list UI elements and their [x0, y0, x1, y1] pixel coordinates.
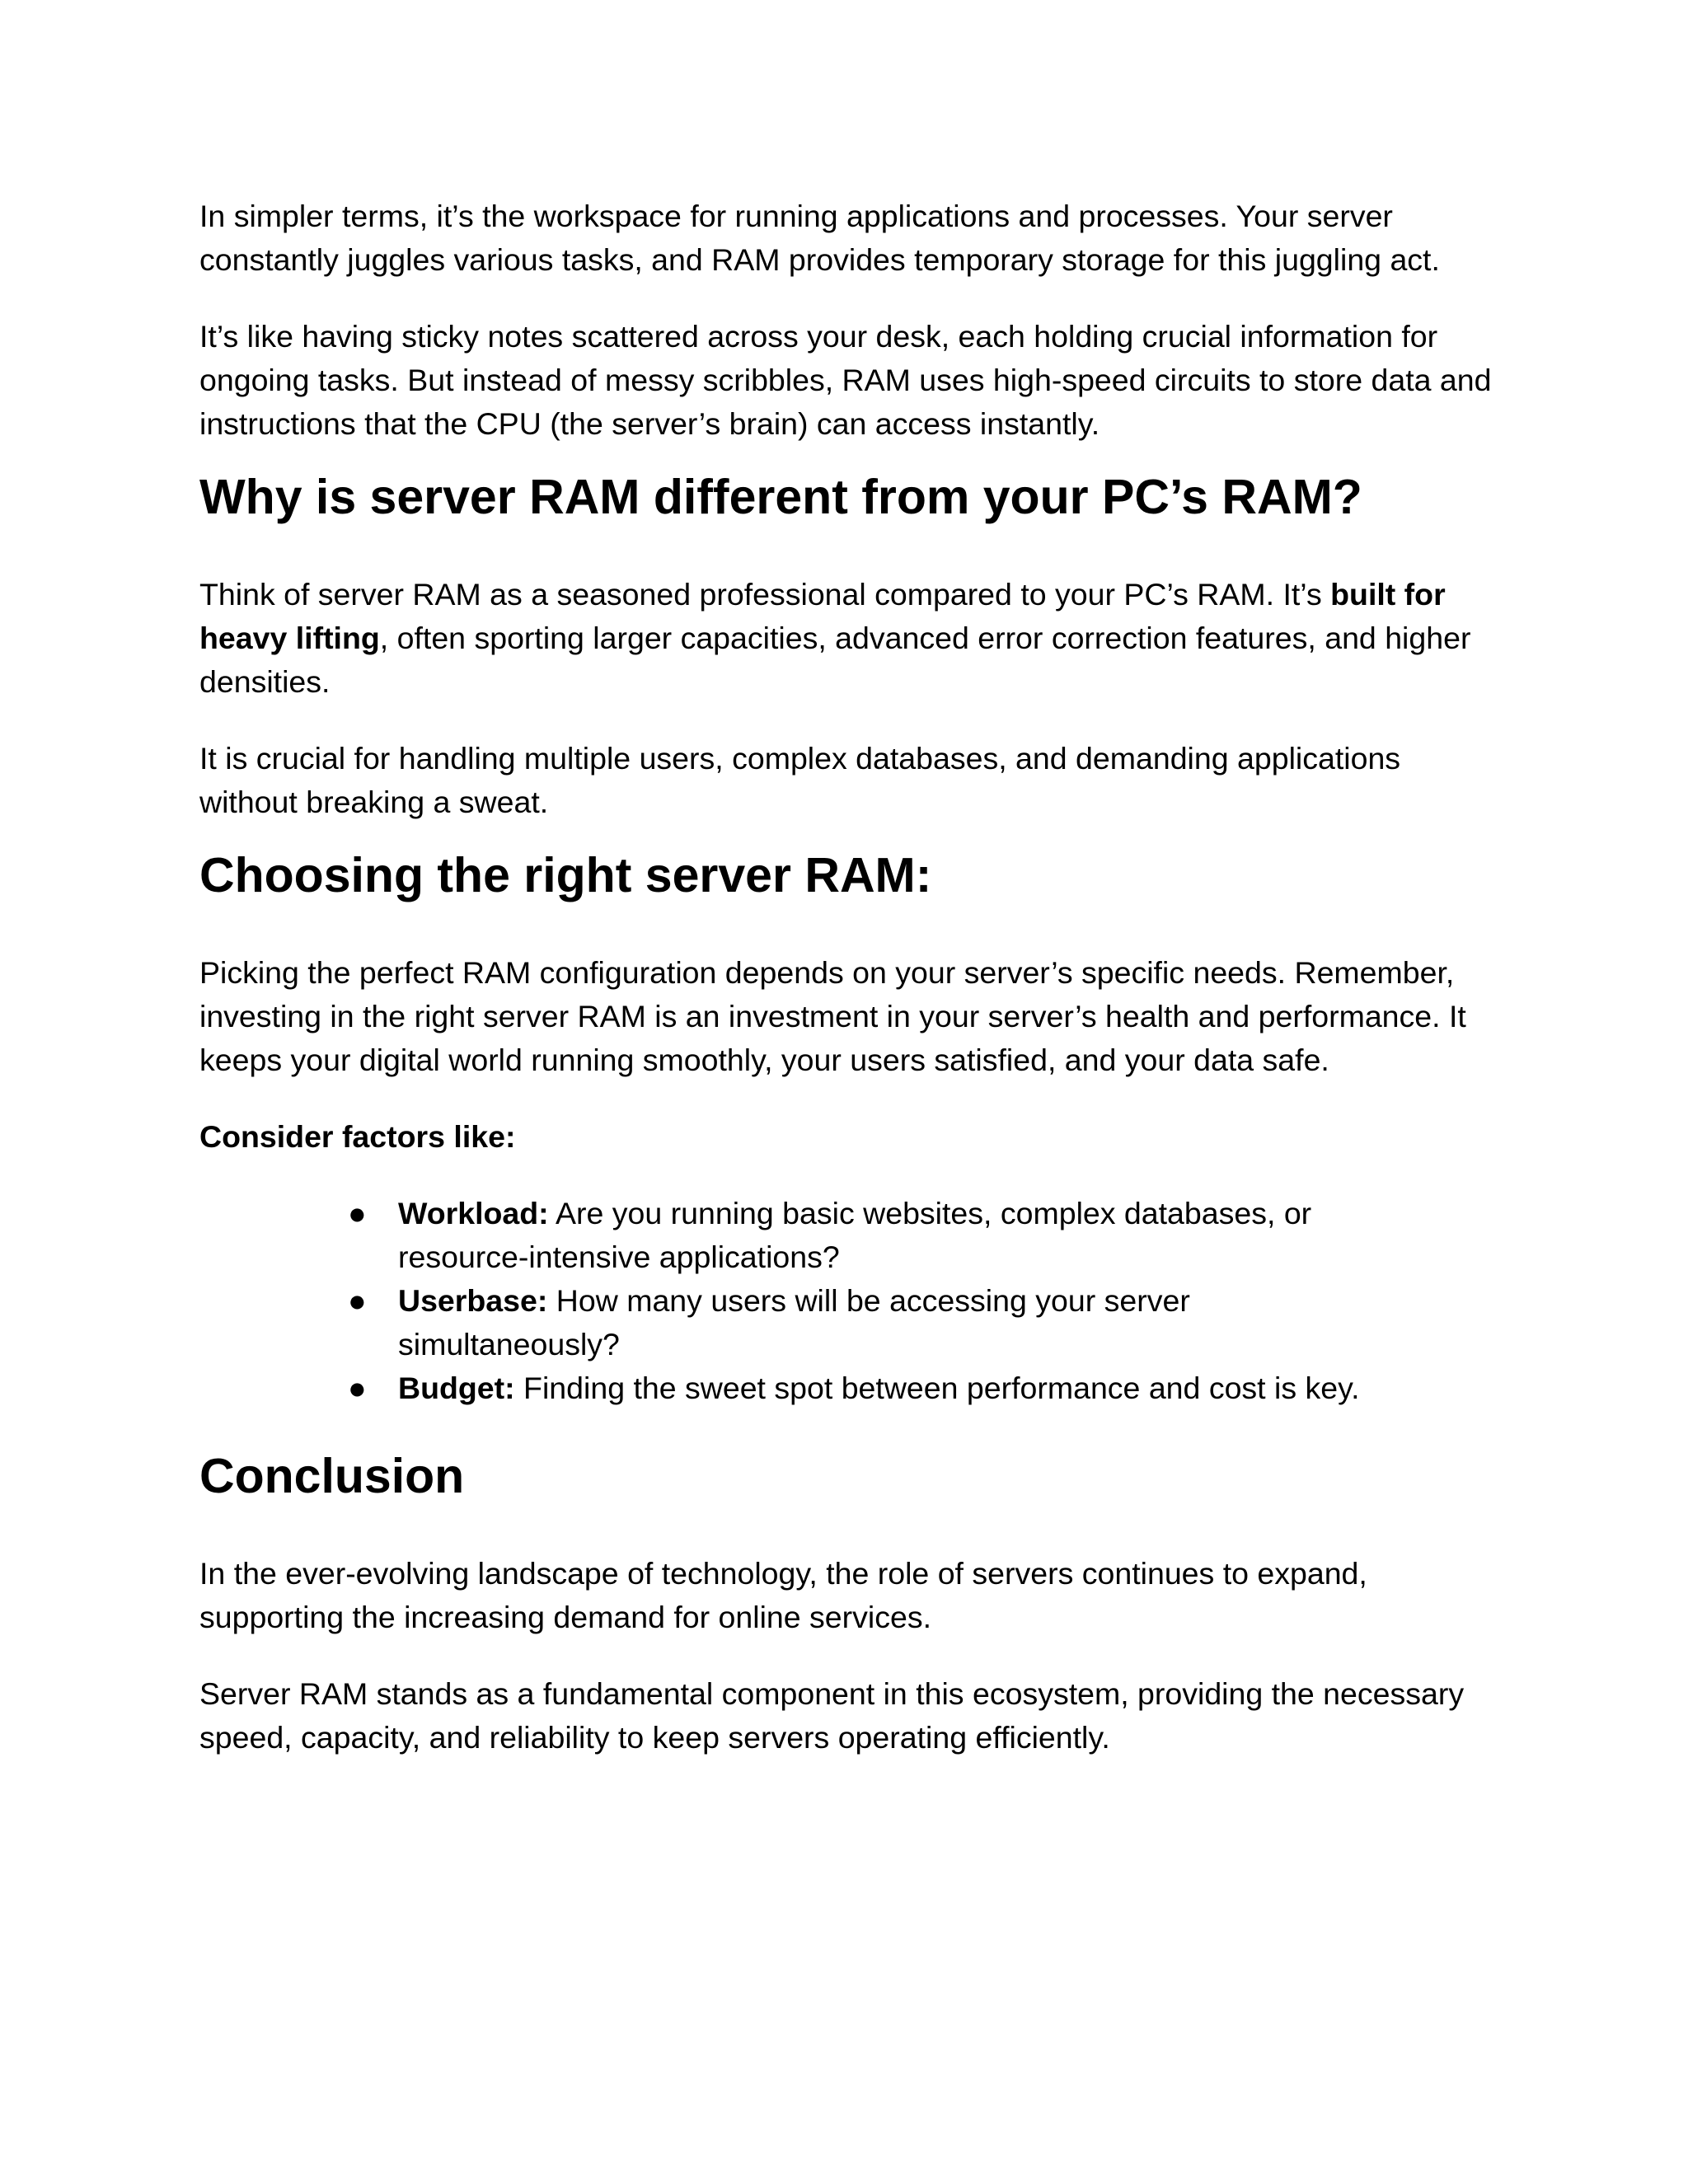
bullet-icon: ●: [348, 1196, 367, 1230]
conclusion-paragraph-2: Server RAM stands as a fundamental component in this ecosystem, providing the necessary speed, capacity, and reliability to keep servers operating efficiently.: [199, 1676, 1465, 1755]
document-page: [199, 194, 1502, 1760]
factor-text: How many users will be accessing your server simultaneously?: [398, 1283, 1190, 1361]
intro-paragraph-2: It’s like having sticky notes scattered across your desk, each holding crucial information for ongoing tasks. But instead of messy scribbles, RAM uses high-speed circuits to store data and instructions that the CPU (the server’s brain) can access instantly.: [199, 319, 1492, 441]
heading-why-server-ram: Why is server RAM different from your PC’s RAM?: [199, 470, 1362, 524]
bullet-icon: ●: [348, 1283, 367, 1318]
factors-label: Consider factors like:: [199, 1119, 516, 1154]
factor-term: Budget:: [398, 1371, 515, 1405]
factor-text: Finding the sweet spot between performance and cost is key.: [514, 1371, 1360, 1405]
why-paragraph-1-bold: built for heavy lifting: [199, 577, 1446, 655]
heading-conclusion: Conclusion: [199, 1449, 465, 1503]
heading-choosing-server-ram: Choosing the right server RAM:: [199, 848, 932, 902]
bullet-icon: ●: [348, 1371, 367, 1405]
why-paragraph-1-end: , often sporting larger capacities, advanced error correction features, and higher densities.: [199, 621, 1471, 699]
choose-paragraph: Picking the perfect RAM configuration depends on your server’s specific needs. Remember, investing in the right server RAM is an investment in your server’s health and performance. It keeps your digital world running smoothly, your users satisfied, and your data safe.: [199, 955, 1466, 1077]
factor-text: Are you running basic websites, complex databases, or resource-intensive applications?: [398, 1196, 1312, 1274]
why-paragraph-2: It is crucial for handling multiple users, complex databases, and demanding applications without breaking a sweat.: [199, 741, 1401, 819]
intro-paragraph-1: In simpler terms, it’s the workspace for running applications and processes. Your server constantly juggles various tasks, and RAM provides temporary storage for this juggling act.: [199, 199, 1440, 277]
conclusion-paragraph-1: In the ever-evolving landscape of technology, the role of servers continues to expand, supporting the increasing demand for online services.: [199, 1556, 1367, 1634]
why-paragraph-1-start: Think of server RAM as a seasoned professional compared to your PC’s RAM. It’s: [199, 577, 1331, 612]
why-paragraph-1: [199, 573, 1502, 704]
factor-item-budget: [348, 1366, 1404, 1410]
factors-list: [199, 1192, 1502, 1410]
factor-term: Userbase:: [398, 1283, 548, 1318]
factor-item-userbase: [348, 1279, 1404, 1366]
factor-term: Workload:: [398, 1196, 549, 1230]
factor-item-workload: [348, 1192, 1404, 1279]
